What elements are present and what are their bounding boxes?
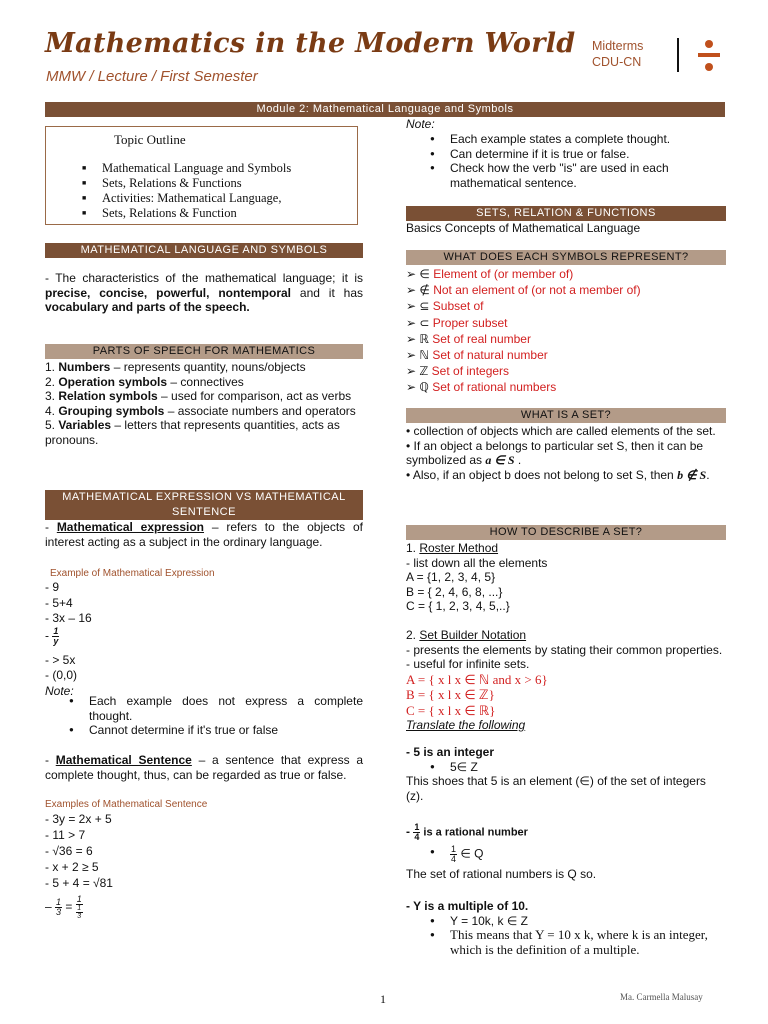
sets-subtitle: Basics Concepts of Mathematical Language <box>406 221 641 235</box>
builder-example: C = { x l x ∈ ℝ} <box>406 702 496 718</box>
sentence-desc: – a sentence that express a complete thought, thus, can be regarded as true or false. <box>45 753 363 782</box>
note-label: Note: <box>45 683 74 698</box>
topic-item: ■ Mathematical Language and Symbols <box>76 161 291 176</box>
module-title-band: Module 2: Mathematical Language and Symbols <box>45 102 725 117</box>
pos-item: 1. Numbers – represents quantity, nouns/objects <box>45 360 306 374</box>
sentence-example: - √36 = 6 <box>45 844 93 858</box>
roster-line: C = { 1, 2, 3, 4, 5,..} <box>406 599 510 613</box>
parts-of-speech-list <box>45 360 363 447</box>
sentence-example: - 11 > 7 <box>45 828 86 842</box>
expression-term: Mathematical expression <box>56 520 205 534</box>
translation-2-bullet: ● $\frac{1}{4}$ ∈ Q <box>406 845 726 867</box>
document-title: Mathematics in the Modern World <box>45 28 576 59</box>
page-number: 1 <box>380 992 386 1006</box>
section-mathematical-language: MATHEMATICAL LANGUAGE AND SYMBOLS <box>45 243 363 258</box>
sentence-note: ● Check how the verb "is" are used in each mathematical sentence. <box>406 161 726 190</box>
symbol-item: ➢ ∈ Element of (or member of) <box>406 267 574 281</box>
sentence-term: Mathematical Sentence <box>55 753 192 767</box>
expression-example: - 5+4 <box>45 595 73 610</box>
math-language-paragraph <box>45 271 363 315</box>
expression-example: - > 5x <box>45 652 76 667</box>
expression-example: - 9 <box>45 580 60 594</box>
builder-line: - presents the elements by stating their common properties. <box>406 642 723 657</box>
pos-item: 4. Grouping symbols – associate numbers and operators <box>45 403 356 418</box>
translation-2 <box>406 823 726 882</box>
expression-definition: - Mathematical expression – refers to the objects of interest acting as a subject in the ordinary language. <box>45 520 363 549</box>
roster-line: A = {1, 2, 3, 4, 5} <box>406 570 496 584</box>
sentence-examples <box>45 811 363 920</box>
sentence-example: - 5 + 4 = √81 <box>45 876 113 890</box>
topic-item: ■ Sets, Relations & Functions <box>76 176 291 191</box>
para-text: - The characteristics of the mathematical language; it is <box>45 271 363 285</box>
sentence-example: - 3y = 2x + 5 <box>45 812 112 826</box>
topic-item-continued <box>76 206 291 221</box>
translation-2-text: The set of rational numbers is Q so. <box>406 867 597 881</box>
roster-line: - list down all the elements <box>406 555 548 570</box>
sentence-definition: - Mathematical Sentence – a sentence that express a complete thought, thus, can be regarded as true or false. <box>45 753 363 782</box>
roster-heading: 1. Roster Method <box>406 541 499 555</box>
roster-line: B = { 2, 4, 6, 8, ...} <box>406 584 503 599</box>
translation-1-bullet: ● 5∈ Z <box>406 760 726 775</box>
topic-outline-box <box>45 126 358 225</box>
expression-example-fraction: - $\frac{1}{y}$ <box>45 625 59 646</box>
set-builder-notation <box>406 628 726 733</box>
expression-example: - 3x – 16 <box>45 611 92 625</box>
pos-item: 5. Variables – letters that represents quantities, acts as pronouns. <box>45 418 340 447</box>
document-subtitle: MMW / Lecture / First Semester <box>46 68 258 85</box>
expression-note: ● Each example does not express a complete thought. <box>45 694 363 723</box>
symbols-list <box>406 266 726 396</box>
translation-1 <box>406 745 726 803</box>
sentence-note: ● Each example states a complete thought. <box>406 132 726 147</box>
topic-item: ■ Activities: Mathematical Language, <box>76 191 291 206</box>
sentence-example-fraction: – $\frac{1}{3}$ = 1 1 3 <box>45 894 82 920</box>
topic-outline-title: Topic Outline <box>114 132 186 147</box>
translation-3-bullet: ● Y = 10k, k ∈ Z <box>406 914 726 929</box>
set-line: • If an object a belongs to particular set S, then it can be symbolized as a ∈ S . <box>406 438 704 467</box>
sentence-example: - x + 2 ≥ 5 <box>45 860 99 874</box>
topic-outline-list <box>76 161 291 221</box>
set-line: • collection of objects which are called elements of the set. <box>406 424 716 438</box>
header-school: CDU-CN <box>592 55 642 69</box>
right-note-label: Note: <box>406 117 435 131</box>
translation-2-heading: - $\frac{1}{4}$ is a rational number <box>406 822 528 842</box>
symbol-item: ➢ ⊆ Subset of <box>406 299 484 314</box>
expression-example-label: Example of Mathematical Expression <box>50 568 215 579</box>
builder-line: - useful for infinite sets. <box>406 657 530 671</box>
sentence-note: ● Can determine if it is true or false. <box>406 147 726 162</box>
builder-heading: 2. Set Builder Notation <box>406 628 527 642</box>
set-definition <box>406 424 726 482</box>
translation-1-text: This shoes that 5 is an element (∈) of the set of integers (z). <box>406 774 706 803</box>
symbol-item: ➢ ℕ Set of natural number <box>406 348 548 363</box>
author-name: Ma. Carmella Malusay <box>620 992 703 1002</box>
expression-examples <box>45 580 363 699</box>
section-symbols: WHAT DOES EACH SYMBOLS REPRESENT? <box>406 250 726 265</box>
header-term <box>592 38 643 70</box>
division-icon <box>698 38 720 72</box>
translation-3-bullet: ● This means that Y = 10 x k, where k is an integer, which is the definition of a multiple. <box>406 928 726 957</box>
expression-example: - (0,0) <box>45 668 78 682</box>
symbol-item: ➢ ⊂ Proper subset <box>406 315 508 330</box>
expression-desc: – refers to the objects of interest acting as a subject in the ordinary language. <box>45 520 363 549</box>
para-text: and it has <box>291 285 364 300</box>
header-midterms: Midterms <box>592 39 644 53</box>
section-parts-of-speech: PARTS OF SPEECH FOR MATHEMATICS <box>45 344 363 359</box>
symbol-item: ➢ ∉ Not an element of (or not a member of) <box>406 283 641 298</box>
section-sets-relation-functions: SETS, RELATION & FUNCTIONS <box>406 206 726 221</box>
section-expression-vs-sentence: MATHEMATICAL EXPRESSION VS MATHEMATICAL SENTENCE <box>45 490 363 520</box>
builder-example: B = { x l x ∈ ℤ} <box>406 687 495 702</box>
builder-example: A = { x l x ∈ ℕ and x > 6} <box>406 671 548 687</box>
section-what-is-a-set: WHAT IS A SET? <box>406 408 726 423</box>
topic-item-text: Sets, Relations & Function <box>102 206 237 220</box>
sentence-example-label: Examples of Mathematical Sentence <box>45 799 208 810</box>
translation-1-heading: - 5 is an integer <box>406 745 495 759</box>
right-notes <box>406 132 726 190</box>
para-bold: vocabulary and parts of the speech. <box>45 300 250 314</box>
translation-3-heading: - Y is a multiple of 10. <box>406 899 529 913</box>
pos-item: 2. Operation symbols – connectives <box>45 374 244 389</box>
set-line: • Also, if an object b does not belong to set S, then b ∉ S. <box>406 467 710 482</box>
header-divider <box>677 38 679 72</box>
translation-3 <box>406 899 726 957</box>
pos-item: 3. Relation symbols – used for comparison, act as verbs <box>45 389 352 403</box>
para-bold: precise, concise, powerful, nontemporal <box>45 285 292 300</box>
symbol-item: ➢ ℤ Set of integers <box>406 364 510 379</box>
expression-notes <box>45 694 363 738</box>
translate-heading: Translate the following <box>406 718 526 732</box>
symbol-item: ➢ ℚ Set of rational numbers <box>406 380 557 395</box>
roster-method <box>406 541 726 614</box>
symbol-item: ➢ ℝ Set of real number <box>406 331 531 346</box>
expression-note: ● Cannot determine if it's true or false <box>45 723 363 738</box>
section-describe-a-set: HOW TO DESCRIBE A SET? <box>406 525 726 540</box>
